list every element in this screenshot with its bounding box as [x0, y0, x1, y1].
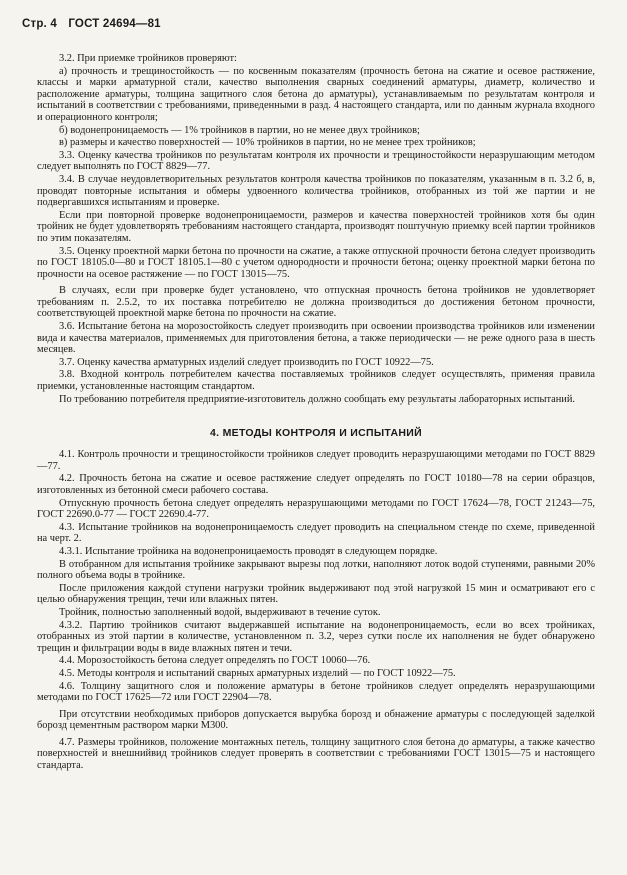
section-4-title: 4. МЕТОДЫ КОНТРОЛЯ И ИСПЫТАНИЙ	[210, 427, 422, 440]
page-header	[22, 18, 169, 30]
paragraph: в) размеры и качество поверхностей — 10% тройников в партии, но не менее трех тройников;	[59, 137, 476, 149]
document-body	[37, 53, 595, 773]
paragraph: 4.2. Прочность бетона на сжатие и осевое растяжение следует определять по ГОСТ 10180—78 на серии образцов, изготовленных из бетонной смеси рабочего состава.	[37, 473, 595, 496]
paragraph: 3.2. При приемке тройников проверяют:	[59, 53, 237, 64]
section-4	[37, 449, 595, 771]
paragraph: По требованию потребителя предприятие-изготовитель должно сообщать ему результаты лабораторных испытаний.	[59, 393, 576, 405]
page-number: Стр. 4	[22, 18, 57, 30]
paragraph: Если при повторной проверке водонепроницаемости, размеров и качества поверхностей тройников хотя бы один тройник не будет удовлетворять требованиям настоящего стандарта, производят поштучную приемку всей партии тройников по этим показателям.	[37, 209, 595, 244]
paragraph: В случаях, если при проверке будет установлено, что отпускная прочность бетона тройников не удовлетворяет требованиям п. 2.5.2, то их поставка потребителю не должна производиться до достижения бетоном прочности, соответствующей проектной марке бетона по прочности на сжатие.	[37, 285, 595, 320]
paragraph: б) водонепроницаемость — 1% тройников в партии, но не менее двух тройников;	[59, 124, 420, 136]
paragraph: При отсутствии необходимых приборов допускается вырубка борозд и обнажение арматуры с последующей заделкой борозд цементным раствором марки М300.	[37, 708, 595, 732]
paragraph: 4.1. Контроль прочности и трещиностойкости тройников следует проводить неразрушающими методами по ГОСТ 8829—77.	[37, 449, 595, 472]
paragraph: а) прочность и трещиностойкость — по косвенным показателям (прочность бетона на сжатие и осевое растяжение, классы и марки арматурной стали, качество выполнения сварных соединений арматуры, диаметр, количество и расположение арматуры, толщина защитного слоя бетона до арматуры), устанавливаемым по результатам контроля и испытаний в соответствии с требованиями, приведенными в разд. 4 настоящего стандарта, или по данным журнала входного и операционного контроля;	[37, 65, 595, 123]
paragraph: 4.3.2. Партию тройников считают выдержавшей испытание на водонепроницаемость, если во всех тройниках, отобранных из этой партии в количестве, установленном п. 3.2, через сутки после их наполнения не будет обнаружено трещин и фильтрации воды в виде влажных пятен и течи.	[37, 619, 595, 654]
paragraph: 4.5. Методы контроля и испытаний сварных арматурных изделий — по ГОСТ 10922—75.	[59, 667, 456, 679]
paragraph: В отобранном для испытания тройнике закрывают вырезы под лотки, наполняют лоток водой ступенями, равными 20% полного объема воды в тройнике.	[37, 558, 595, 582]
paragraph: 3.8. Входной контроль потребителем качества поставляемых тройников следует осуществлять, применяя правила приемки, установленные настоящим стандартом.	[37, 369, 595, 393]
paragraph: Отпускную прочность бетона следует определять неразрушающими методами по ГОСТ 17624—78, ГОСТ 21243—75, ГОСТ 22690.0-77 — ГОСТ 22690.4-77.	[37, 497, 595, 521]
paragraph: 4.4. Морозостойкость бетона следует определять по ГОСТ 10060—76.	[59, 655, 371, 667]
paragraph: 3.6. Испытание бетона на морозостойкость следует производить при освоении производства тройников или изменении вида и качества материалов, применяемых для приготовления бетона, а также периодически — не реже одного раза в шесть месяцев.	[37, 321, 595, 356]
paragraph: 3.3. Оценку качества тройников по результатам контроля их прочности и трещиностойкости неразрушающим методом следует выполнять по ГОСТ 8829—77.	[37, 149, 595, 173]
paragraph: 3.5. Оценку проектной марки бетона по прочности на сжатие, а также отпускной прочности бетона следует производить по ГОСТ 18105.0—80 и ГОСТ 18105.1—80 с учетом однородности и прочности бетона; оценку проектной марки бетона по прочности на осевое растяжение — по ГОСТ 13015—75.	[37, 245, 595, 280]
paragraph: 4.3.1. Испытание тройника на водонепроницаемость проводят в следующем порядке.	[59, 545, 438, 557]
paragraph: 4.7. Размеры тройников, положение монтажных петель, толщину защитного слоя бетона до арматуры, а также качество поверхностей и внешнийвид тройников следует проверять в соответствии с требованиями ГОСТ 13015—75 и настоящего стандарта.	[37, 736, 595, 772]
paragraph: 4.3. Испытание тройников на водонепроницаемость следует проводить на специальном стенде по схеме, приведенной на черт. 2.	[37, 521, 595, 545]
paragraph: 3.4. В случае неудовлетворительных результатов контроля качества тройников по показателям, указанным в п. 3.2 б, в, проводят повторные испытания и обмеры удвоенного количества тройников, отобранных из той же партии и не подвергавшихся испытаниям и проверке.	[37, 173, 595, 209]
paragraph: Тройник, полностью заполненный водой, выдерживают в течение суток.	[59, 606, 381, 618]
paragraph: 3.7. Оценку качества арматурных изделий следует производить по ГОСТ 10922—75.	[59, 356, 434, 368]
paragraph: 4.6. Толщину защитного слоя и положение арматуры в бетоне тройников следует определять неразрушающими методами по ГОСТ 17625—72 или ГОСТ 22904—78.	[37, 680, 595, 704]
standard-code: ГОСТ 24694—81	[68, 18, 161, 30]
paragraph: После приложения каждой ступени нагрузки тройник выдерживают под этой нагрузкой 15 мин и осматривают его с целью обнаружения трещин, течи или влажных пятен.	[37, 582, 595, 606]
section-3	[37, 53, 595, 405]
